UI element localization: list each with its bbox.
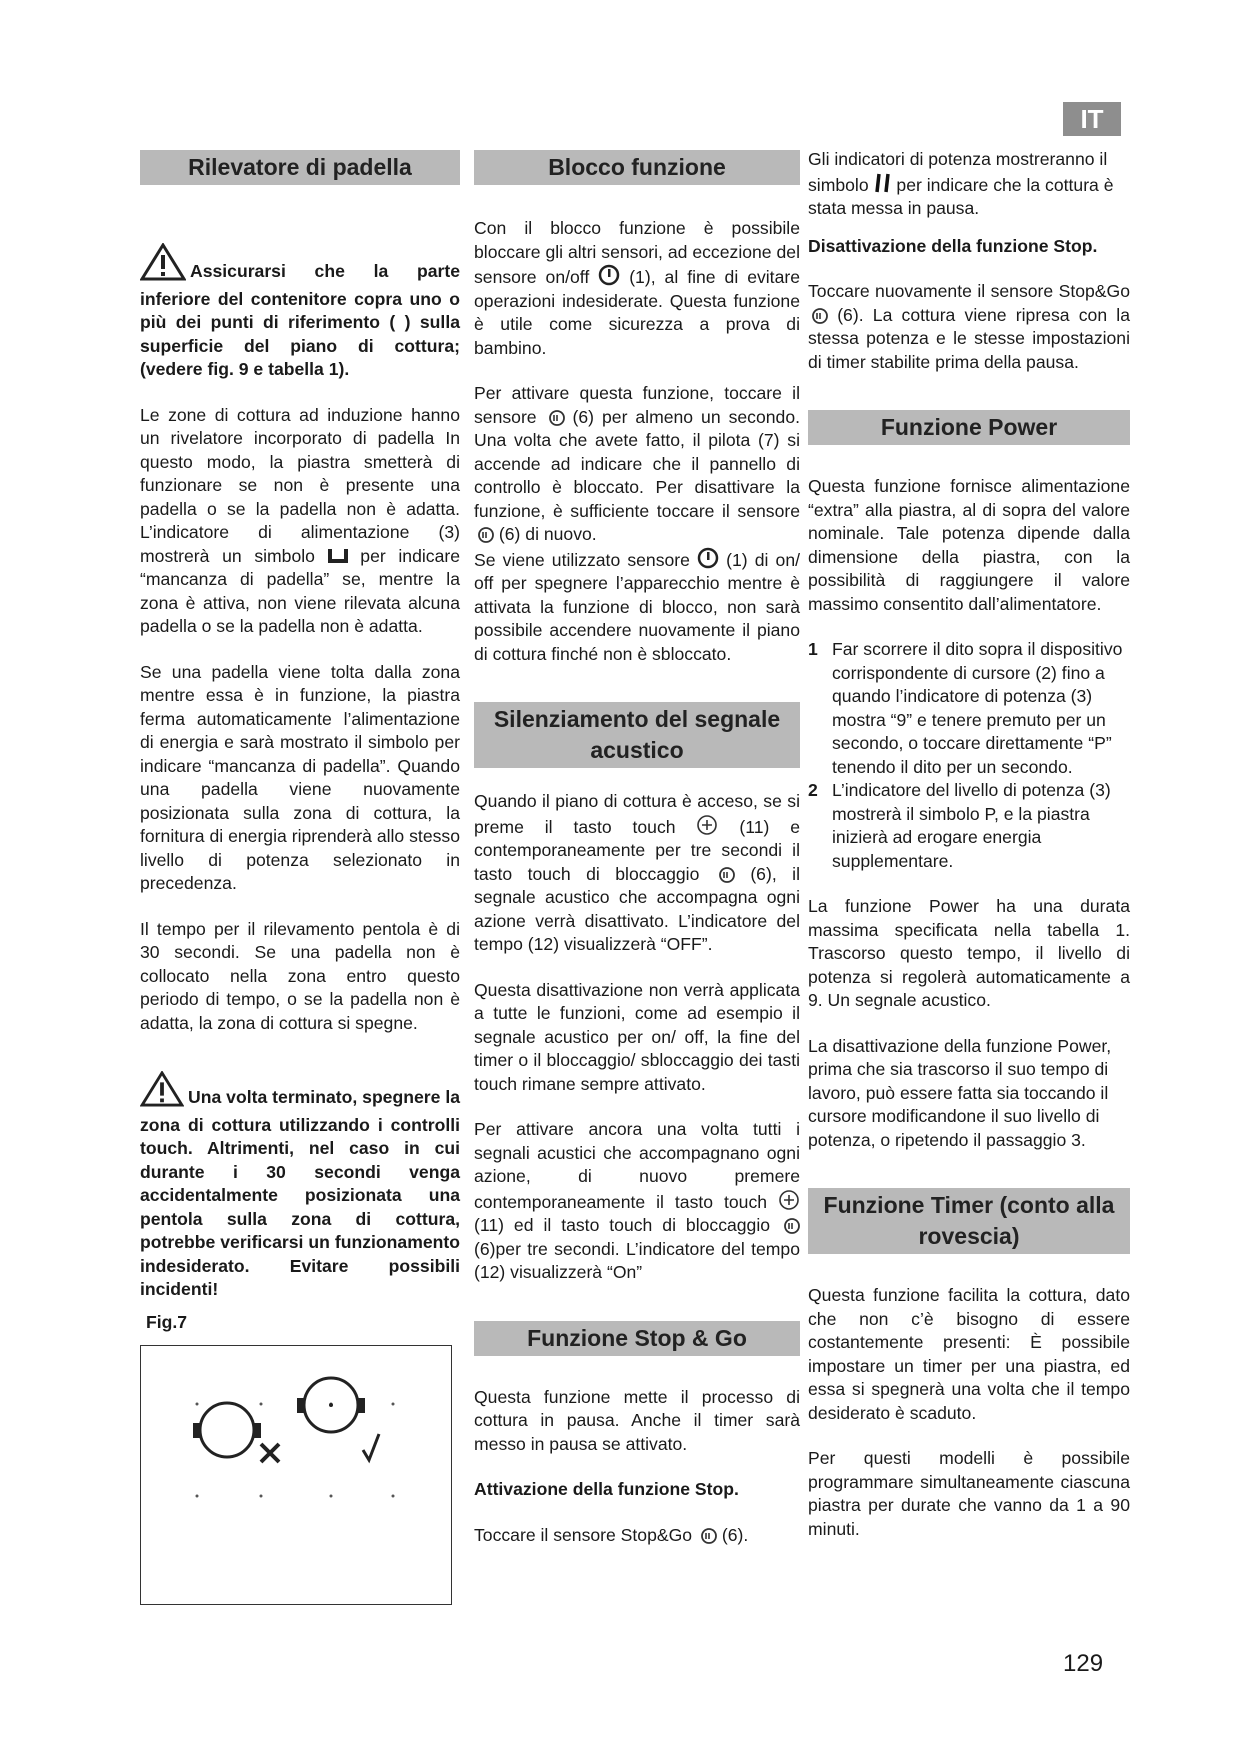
heading-stop-go: Funzione Stop & Go xyxy=(474,1321,800,1356)
column-1 xyxy=(140,150,460,1605)
subheading-stop-deactivation: Disattivazione della funzione Stop. xyxy=(808,235,1098,256)
paragraph-lock-intro: Con il blocco funzione è possibile bloccare gli altri sensori, ad eccezione del sensore on/off (1), al fine di evitare operazioni indesiderate. Questa funzione è utile come sicurezza a prova di bambino. xyxy=(474,218,801,358)
heading-power-function: Funzione Power xyxy=(808,410,1130,445)
paragraph-lock-onoff: Se viene utilizzato sensore (1) di on/ off per spegnere l’apparecchio mentre è attivata la funzione di blocco, non sarà possibile accendere nuovamente il piano di cottura finché non è sbloccato. xyxy=(474,547,800,667)
column-3 xyxy=(808,148,1130,1541)
list-item: 1 Far scorrere il dito sopra il dispositivo corrispondente di cursore (2) fino a quando l’indicatore di potenza (3) mostra “9” e tenere premuto per un secondo, o toccare direttamente “P” tenendo il dito per un secondo. xyxy=(808,639,1123,777)
paragraph-mute: Quando il piano di cottura è acceso, se si preme il tasto touch (11) e contemporaneamente per tre secondi il tasto touch di bloccaggio (6), il segnale acustico che accompagna ogni azione verrà disattivato. L’indicatore del tempo (12) visualizzerà “OFF”. xyxy=(474,791,801,954)
paragraph-stop-go-intro: Questa funzione mette il processo di cottura in pausa. Anche il timer sarà messo in pausa se attivato. xyxy=(474,1386,800,1454)
heading-pan-detector: Rilevatore di padella xyxy=(140,150,460,185)
plus-sensor-icon xyxy=(696,814,718,839)
power-steps-list xyxy=(808,638,1130,873)
heading-mute-signal: Silenziamento del segnale acustico xyxy=(474,702,800,768)
warning-paragraph-1: Assicurarsi che la parte inferiore del contenitore copra uno o più dei punti di riferimento ( ) sulla superficie del piano di cottura; (vedere fig. 9 e tabella 1). xyxy=(140,243,460,382)
language-tab: IT xyxy=(1063,102,1121,136)
figure-label: Fig.7 xyxy=(146,1311,188,1332)
plus-sensor-icon xyxy=(778,1189,800,1214)
paragraph-power-deactivation: La disattivazione della funzione Power, prima che sia trascorso il suo tempo di lavoro, può essere fatta sia toccando il cursore modificandone il suo livello di potenza, o ripetendo il passaggio 3. xyxy=(808,1035,1112,1150)
lock-sensor-icon xyxy=(474,525,494,546)
paragraph-detection-time: Il tempo per il rilevamento pentola è di 30 secondi. Se una padella non è collocato nella zona entro questo periodo di tempo, o se la padella non è adatta, la zona di cottura si spegne. xyxy=(140,918,460,1033)
paragraph-unmute: Per attivare ancora una volta tutti i segnali acustici che accompagnano ogni azione, di nuovo premere contemporaneamente il tasto touch (11) ed il tasto touch di bloccaggio (6)per tre secondi. L’indicatore del tempo (12) visualizzerà “On” xyxy=(474,1119,800,1282)
lock-sensor-icon xyxy=(715,865,735,886)
list-item: 2 L’indicatore del livello di potenza (3) mostrerà il simbolo P, e la piastra inizierà ad erogare energia supplementare. xyxy=(808,780,1111,871)
paragraph-pause-indicator: Gli indicatori di potenza mostreranno il simbolo per indicare che la cottura è stata messa in pausa. xyxy=(808,149,1114,218)
heading-function-lock: Blocco funzione xyxy=(474,150,800,185)
no-pan-symbol-icon xyxy=(328,547,348,568)
paragraph-lock-activate: Per attivare questa funzione, toccare il sensore (6) per almeno un secondo. Una volta che avete fatto, il pilota (7) si accende ad indicare che il pannello di controllo è bloccato. Per disattivare la funzione, è sufficiente toccare il sensore (6) di nuovo. xyxy=(474,383,800,544)
figure-7 xyxy=(140,1345,452,1605)
paragraph-mute-exceptions: Questa disattivazione non verrà applicata a tutte le funzioni, come ad esempio il segnale acustico per on/ off, la fine del timer o il bloccaggio/ sbloccaggio dei tasti touch rimane sempre attivato. xyxy=(474,979,800,1094)
warning-paragraph-2: Una volta terminato, spegnere la zona di cottura utilizzando i controlli touch. Altrimenti, nel caso in cui durante i 30 secondi venga accidentalmente posizionata una pentola sulla zona di cottura, potrebbe verificarsi un funzionamento indesiderato. Evitare possibili incidenti! xyxy=(140,1071,460,1302)
paragraph-power-intro: Questa funzione fornisce alimentazione “extra” alla piastra, al di sopra del valore nominale. Tale potenza dipende dalla dimensione della piastra, con la possibilità di raggiungere il valore massimo consentito dall’alimentatore. xyxy=(808,476,1130,614)
pause-symbol-icon xyxy=(874,172,892,197)
paragraph-pan-detector: Le zone di cottura ad induzione hanno un rivelatore incorporato di padella In questo modo, la piastra smetterà di funzionare se non è presente una padella o se la padella non è adatta. L’indicatore di alimentazione (3) mostrerà un simbolo per indicare “mancanza di padella” se, mentre la zona è attiva, non viene rilevata alcuna padella o se la padella non è adatta. xyxy=(140,404,461,636)
power-icon xyxy=(598,264,620,289)
warning-icon xyxy=(140,1071,184,1114)
lock-sensor-icon xyxy=(780,1216,800,1237)
paragraph-timer-range: Per questi modelli è possibile programmare simultaneamente ciascuna piastra per durate che vanno da 1 a 90 minuti. xyxy=(808,1448,1130,1539)
paragraph-pan-removed: Se una padella viene tolta dalla zona mentre essa è in funzione, la piastra ferma automaticamente l’alimentazione di energia e sarà mostrato il simbolo per indicare “mancanza di padella”. Quando una padella viene nuovamente posizionata sulla zona di cottura, la fornitura di energia riprenderà allo stesso livello di potenza selezionato in precedenza. xyxy=(140,661,460,893)
paragraph-timer-intro: Questa funzione facilita la cottura, dato che non c’è bisogno di essere costantemente presenti: È possibile impostare un timer per una piastra, ed essa si spegnerà una volta che il tempo desiderato è scaduto. xyxy=(808,1285,1130,1423)
paragraph-stop-resume: Toccare nuovamente il sensore Stop&Go (6). La cottura viene ripresa con la stessa potenza e le stesse impostazioni di timer stabilite prima della pausa. xyxy=(808,281,1130,372)
heading-timer-function: Funzione Timer (conto alla rovescia) xyxy=(808,1188,1130,1254)
subheading-stop-activation: Attivazione della funzione Stop. xyxy=(474,1479,739,1499)
lock-sensor-icon xyxy=(808,306,828,327)
pan-placement-diagram xyxy=(141,1346,451,1604)
lock-sensor-icon xyxy=(545,408,565,429)
column-2 xyxy=(474,150,800,1547)
lock-sensor-icon xyxy=(697,1526,717,1547)
page-number: 129 xyxy=(1063,1650,1104,1677)
power-icon xyxy=(697,547,719,572)
paragraph-power-duration: La funzione Power ha una durata massima specificata nella tabella 1. Trascorso questo tempo, il livello di potenza si regolerà automaticamente a 9. Un segnale acustico. xyxy=(808,896,1130,1010)
paragraph-stop-touch: Toccare il sensore Stop&Go (6). xyxy=(474,1524,749,1545)
warning-icon xyxy=(140,243,186,288)
